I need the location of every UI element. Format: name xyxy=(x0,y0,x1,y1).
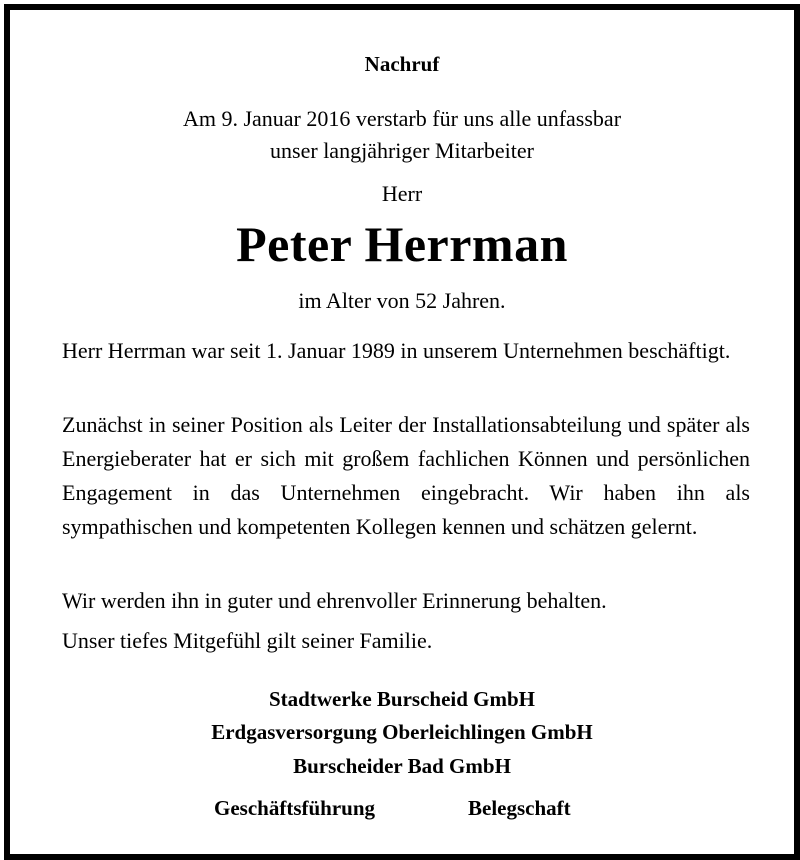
paragraph-condolence: Unser tiefes Mitgefühl gilt seiner Familie. xyxy=(62,628,433,653)
organization-name: Erdgasversorgung Oberleichlingen GmbH xyxy=(211,720,593,744)
paragraph-career: Zunächst in seiner Position als Leiter der Installationsabteilung und später als Energieberater hat er sich mit großem fachlichen Können und persönlichen Engagement in das Unternehmen eingebracht. Wir haben ihn als sympathischen und kompetenten Kollegen kennen und schätzen gelernt. xyxy=(62,412,750,539)
obituary-frame xyxy=(4,4,800,860)
intro-line-1: Am 9. Januar 2016 verstarb für uns alle unfassbar xyxy=(182,106,622,131)
paragraph-remembrance: Wir werden ihn in guter und ehrenvoller Erinnerung behalten. xyxy=(62,588,607,613)
obituary-content xyxy=(10,10,794,854)
organization-name: Burscheider Bad GmbH xyxy=(293,754,511,778)
age-line: im Alter von 52 Jahren. xyxy=(298,288,506,313)
intro-line-2: unser langjähriger Mitarbeiter xyxy=(270,138,534,163)
signature-staff: Belegschaft xyxy=(468,796,571,820)
paragraph-employment: Herr Herrman war seit 1. Januar 1989 in unserem Unternehmen beschäftigt. xyxy=(62,338,731,363)
obituary-heading: Nachruf xyxy=(364,52,440,76)
deceased-name: Peter Herrman xyxy=(236,216,568,272)
signature-management: Geschäftsführung xyxy=(214,796,376,820)
salutation: Herr xyxy=(381,181,423,206)
organization-name: Stadtwerke Burscheid GmbH xyxy=(268,687,535,711)
